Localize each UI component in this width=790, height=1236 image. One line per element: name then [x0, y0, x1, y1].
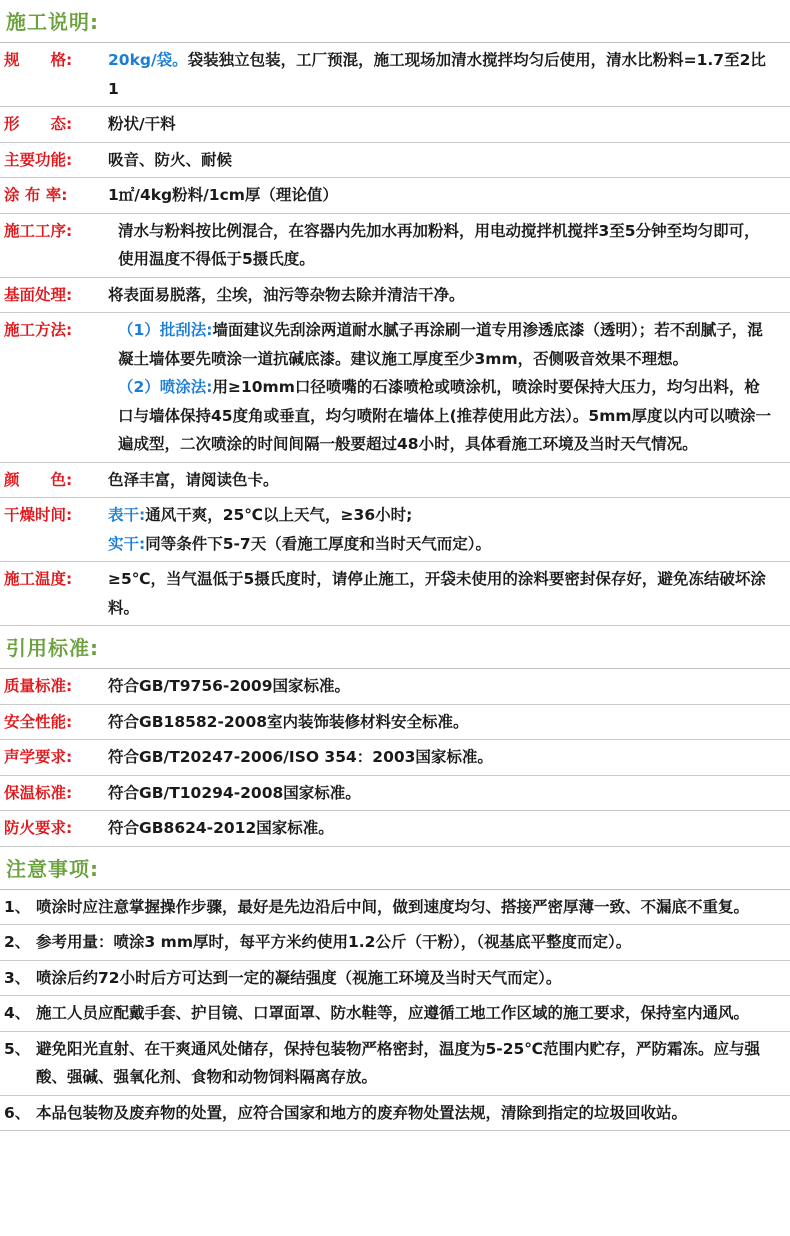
- temperature-text: ≥5℃，当气温低于5摄氏度时，请停止施工，开袋未使用的涂料要密封保存好，避免冻结破坏涂料。: [108, 570, 766, 617]
- scrape-method-title: （1）批刮法:: [118, 321, 213, 339]
- function-label: 主要功能:: [4, 150, 73, 169]
- standard-row-insulation: [0, 776, 790, 812]
- method-label: 施工方法:: [4, 321, 73, 339]
- standard-text: 符合GB/T20247-2006/ISO 354：2003国家标准。: [108, 748, 493, 766]
- spec-label: 规 格:: [4, 51, 73, 69]
- standards-heading: 引用标准:: [0, 626, 790, 669]
- process-label: 施工工序:: [4, 221, 73, 240]
- surface-text: 将表面易脱落，尘埃，油污等杂物去除并清洁干净。: [108, 285, 465, 304]
- note-item: [0, 925, 790, 961]
- temperature-row: [0, 562, 790, 626]
- drying-label: 干燥时间:: [4, 506, 73, 524]
- note-text: 喷涂时应注意掌握操作步骤，最好是先边沿后中间，做到速度均匀、搭接严密厚薄一致、不漏底不重复。: [36, 897, 750, 916]
- surface-row: [0, 278, 790, 314]
- standard-label: 质量标准:: [4, 677, 73, 695]
- standard-label: 声学要求:: [4, 748, 73, 766]
- standard-label: 保温标准:: [4, 783, 73, 802]
- note-item: [0, 1096, 790, 1132]
- function-text: 吸音、防火、耐候: [108, 150, 233, 169]
- standard-label: 安全性能:: [4, 712, 73, 731]
- spec-highlight: 20kg/袋。: [108, 51, 188, 69]
- note-number: 6、: [4, 1103, 31, 1122]
- color-label: 颜 色:: [4, 470, 73, 489]
- spec-text: 袋装独立包装，工厂预混，施工现场加清水搅拌均匀后使用，清水比粉料=1.7至2比1: [108, 51, 766, 98]
- scrape-method-text: 墙面建议先刮涂两道耐水腻子再涂刷一道专用渗透底漆（透明）；若不刮腻子，混凝土墙体要先喷涂一道抗碱底漆。建议施工厚度至少3mm，否侧吸音效果不理想。: [118, 321, 763, 368]
- note-text: 本品包装物及废弃物的处置，应符合国家和地方的废弃物处置法规，清除到指定的垃圾回收站。: [36, 1103, 688, 1122]
- note-text: 喷涂后约72小时后方可达到一定的凝结强度（视施工环境及当时天气而定）。: [36, 968, 562, 987]
- full-dry-text: 同等条件下5-7天（看施工厚度和当时天气而定）。: [145, 534, 491, 553]
- process-text: 清水与粉料按比例混合，在容器内先加水再加粉料，用电动搅拌机搅拌3至5分钟至均匀即可，使用温度不得低于5摄氏度。: [118, 221, 760, 268]
- form-label: 形 态:: [4, 115, 73, 133]
- standard-text: 符合GB/T10294-2008国家标准。: [108, 783, 361, 802]
- coverage-row: [0, 178, 790, 214]
- form-row: [0, 107, 790, 143]
- coverage-text: 1㎡/4kg粉料/1cm厚（理论值）: [108, 186, 338, 204]
- precautions-heading: 注意事项:: [0, 847, 790, 890]
- surface-dry-title: 表干:: [108, 506, 146, 524]
- standard-text: 符合GB/T9756-2009国家标准。: [108, 677, 350, 695]
- standard-text: 符合GB8624-2012国家标准。: [108, 819, 334, 837]
- standard-row-safety: [0, 705, 790, 741]
- construction-notes-heading: 施工说明:: [0, 0, 790, 43]
- color-text: 色泽丰富，请阅读色卡。: [108, 470, 279, 489]
- surface-label: 基面处理:: [4, 285, 73, 304]
- note-item: [0, 1032, 790, 1096]
- spray-method-text: 用≥10mm口径喷嘴的石漆喷枪或喷涂机，喷涂时要保持大压力，均匀出料，枪口与墙体保持45度角或垂直，均匀喷附在墙体上(推荐使用此方法）。5mm厚度以内可以喷涂一遍成型，二次喷涂的时间间隔一般要超过48小时，具体看施工环境及当时天气情况。: [118, 378, 771, 453]
- spray-method-title: （2）喷涂法:: [118, 378, 213, 396]
- temperature-label: 施工温度:: [4, 570, 73, 588]
- note-text: 施工人员应配戴手套、护目镜、口罩面罩、防水鞋等，应遵循工地工作区域的施工要求，保持室内通风。: [36, 1004, 750, 1022]
- method-row: [0, 313, 790, 463]
- note-number: 5、: [4, 1039, 31, 1058]
- surface-dry-text: 通风干爽，25℃以上天气，≥36小时;: [145, 506, 413, 524]
- coverage-label: 涂 布 率:: [4, 186, 68, 204]
- spec-row: [0, 43, 790, 107]
- note-number: 3、: [4, 968, 31, 987]
- note-text: 避免阳光直射、在干爽通风处储存，保持包装物严格密封，温度为5-25℃范围内贮存，严防霜冻。应与强酸、强碱、强氧化剂、食物和动物饲料隔离存放。: [36, 1039, 761, 1086]
- standard-label: 防火要求:: [4, 819, 73, 837]
- standard-row-fire: [0, 811, 790, 847]
- standard-row-acoustic: [0, 740, 790, 776]
- drying-row: [0, 498, 790, 562]
- note-number: 1、: [4, 897, 31, 916]
- note-item: [0, 961, 790, 997]
- note-item: [0, 996, 790, 1032]
- process-row: [0, 214, 790, 278]
- standard-text: 符合GB18582-2008室内装饰装修材料安全标准。: [108, 712, 469, 731]
- function-row: [0, 143, 790, 179]
- standard-row-quality: [0, 669, 790, 705]
- full-dry-title: 实干:: [108, 534, 146, 553]
- form-text: 粉状/干料: [108, 115, 176, 133]
- note-number: 4、: [4, 1004, 31, 1022]
- note-text: 参考用量：喷涂3 mm厚时，每平方米约使用1.2公斤（干粉），（视基底平整度而定）。: [36, 933, 632, 951]
- note-item: [0, 890, 790, 926]
- note-number: 2、: [4, 933, 31, 951]
- color-row: [0, 463, 790, 499]
